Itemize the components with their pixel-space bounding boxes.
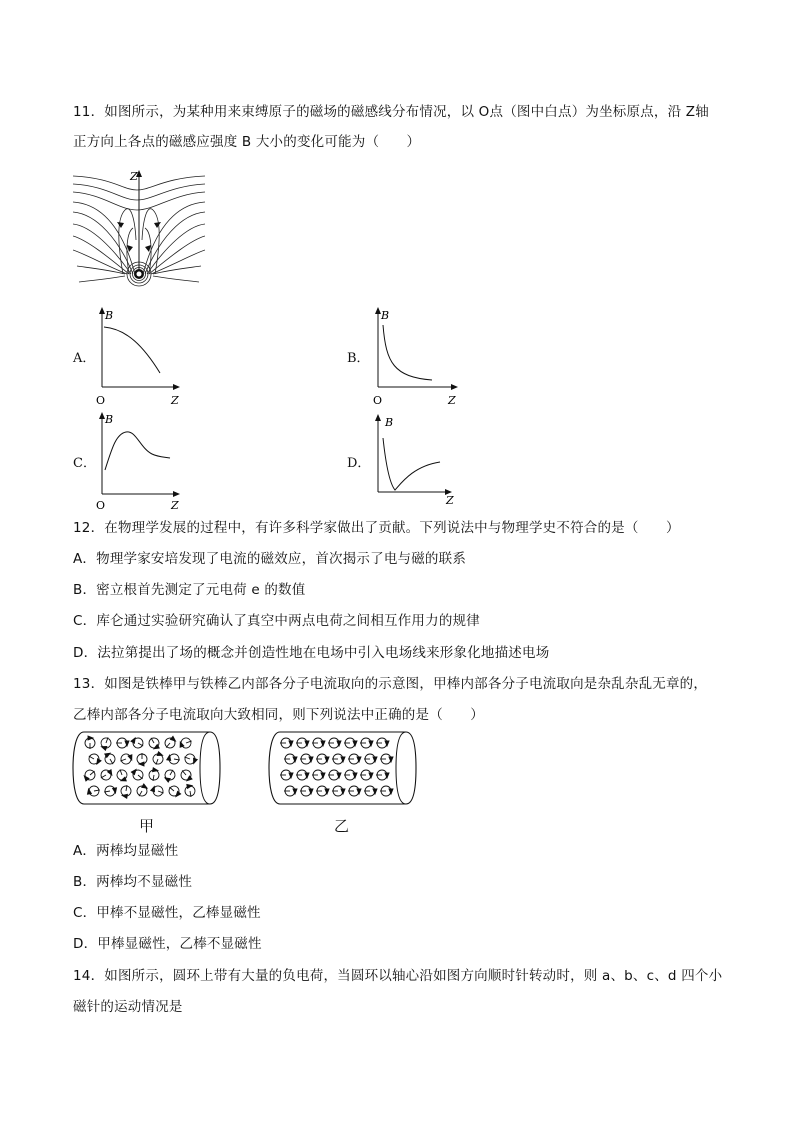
molecular-current-loop <box>328 738 341 748</box>
molecular-current-loop <box>102 750 117 766</box>
q12-stem: 12．在物理学发展的过程中，有许多科学家做出了贡献。下列说法中与物理学史不符合的是（ ） <box>73 520 680 536</box>
molecular-current-loop <box>184 783 196 798</box>
molecular-current-loop <box>328 770 341 780</box>
magnetic-field-figure <box>73 170 205 288</box>
molecular-current-loop <box>296 738 309 748</box>
molecular-current-loop <box>103 785 118 797</box>
molecular-current-loop <box>280 738 293 748</box>
molecular-current-loop <box>166 753 181 765</box>
molecular-current-loop <box>364 754 377 764</box>
molecular-current-loop <box>183 752 199 766</box>
q11-option-d-label: D． <box>347 456 371 471</box>
molecular-current-loop <box>312 738 325 748</box>
molecular-current-loop <box>151 751 165 767</box>
q11-option-a-graph <box>92 305 184 410</box>
molecular-current-loop <box>129 735 145 750</box>
molecular-current-loop <box>99 736 113 752</box>
molecular-current-loop <box>284 754 297 764</box>
molecular-current-loop <box>348 786 361 796</box>
molecular-current-loop <box>137 753 147 766</box>
molecular-current-loop <box>348 754 361 764</box>
rod-yi-figure <box>268 730 418 808</box>
molecular-current-loop <box>312 770 325 780</box>
molecular-current-loop <box>120 784 132 799</box>
molecular-current-loop <box>344 770 357 780</box>
rod-jia-label: 甲 <box>139 817 155 835</box>
q11-option-a-origin: O <box>96 394 106 407</box>
molecular-current-loop <box>376 738 389 748</box>
q13-option-b: B．两棒均不显磁性 <box>73 874 193 890</box>
q11-stem-line1: 11．如图所示，为某种用来束缚原子的磁场的磁感线分布情况，以 O点（图中白点）为坐标原点，沿 Z轴 <box>73 104 709 120</box>
q14-stem-line1: 14．如图所示，圆环上带有大量的负电荷，当圆环以轴心沿如图方向顺时针转动时，则 a、b、c、d 四个小 <box>73 968 723 984</box>
molecular-current-loop <box>316 786 329 796</box>
q11-option-d-y-label: B <box>385 416 394 429</box>
q11-option-c-origin: O <box>96 499 106 512</box>
q11-option-a-label: A． <box>73 351 96 366</box>
molecular-current-loop <box>86 785 101 797</box>
q11-option-c-graph <box>92 410 184 515</box>
molecular-current-loop <box>178 736 194 750</box>
q12-option-b: B．密立根首先测定了元电荷 e 的数值 <box>73 582 306 598</box>
molecular-current-loop <box>85 736 95 749</box>
q13-option-d: D．甲棒显磁性，乙棒不显磁性 <box>73 936 262 952</box>
molecular-current-loop <box>162 767 177 783</box>
molecular-current-loop <box>119 752 135 766</box>
molecular-current-loop <box>360 770 373 780</box>
q11-option-c-x-label: Z <box>171 499 179 512</box>
molecular-current-loop <box>360 738 373 748</box>
molecular-current-loop <box>115 768 129 784</box>
molecular-current-loop <box>296 770 309 780</box>
molecular-current-loop <box>129 767 145 783</box>
q11-option-b-x-label: Z <box>448 394 456 407</box>
q11-stem-line2: 正方向上各点的磁感应强度 B 大小的变化可能为（ ） <box>73 134 421 150</box>
q11-option-a-y-label: B <box>105 309 114 322</box>
q12-option-a: A．物理学家安培发现了电流的磁效应，首次揭示了电与磁的联系 <box>73 551 467 567</box>
q11-option-b-label: B． <box>347 351 370 366</box>
molecular-current-loop <box>148 767 160 782</box>
molecular-current-loop <box>344 738 357 748</box>
molecular-current-loop <box>147 735 162 751</box>
molecular-current-loop <box>332 754 345 764</box>
molecular-current-loop <box>86 752 102 767</box>
molecular-current-loop <box>116 738 129 748</box>
molecular-current-loop <box>300 754 313 764</box>
molecular-current-loop <box>98 767 114 782</box>
molecular-current-loop <box>280 770 293 780</box>
rod-yi-label: 乙 <box>334 817 350 835</box>
rod-jia-figure <box>72 730 222 808</box>
molecular-current-loop <box>300 786 313 796</box>
molecular-current-loop <box>364 786 377 796</box>
molecular-current-loop <box>81 767 97 783</box>
molecular-current-loop <box>316 754 329 764</box>
q11-option-d-x-label: Z <box>446 494 454 507</box>
q13-option-c: C．甲棒不显磁性，乙棒显磁性 <box>73 905 261 921</box>
q14-stem-line2: 磁针的运动情况是 <box>73 999 183 1015</box>
field-z-label: Z <box>130 170 138 183</box>
q11-option-c-label: C． <box>73 456 96 471</box>
q12-option-c: C．库仑通过实验研究确认了真空中两点电荷之间相互作用力的规律 <box>73 613 480 629</box>
molecular-current-loop <box>376 770 389 780</box>
molecular-current-loop <box>135 782 150 798</box>
q11-option-d-graph <box>368 410 463 510</box>
molecular-current-loop <box>380 786 393 796</box>
q13-stem-line1: 13．如图是铁棒甲与铁棒乙内部各分子电流取向的示意图，甲棒内部各分子电流取向是杂乱杂乱无章的， <box>73 676 708 692</box>
molecular-current-loop <box>166 783 182 799</box>
q11-option-b-origin: O <box>373 394 383 407</box>
molecular-current-loop <box>332 786 345 796</box>
q13-option-a: A．两棒均显磁性 <box>73 843 179 859</box>
q11-option-c-y-label: B <box>105 413 114 426</box>
q11-option-b-y-label: B <box>381 309 390 322</box>
molecular-current-loop <box>150 784 166 798</box>
q11-option-a-x-label: Z <box>171 394 179 407</box>
molecular-current-loop <box>284 786 297 796</box>
q11-option-b-graph <box>368 305 463 410</box>
q12-option-d: D．法拉第提出了场的概念并创造性地在电场中引入电场线来形象化地描述电场 <box>73 645 550 661</box>
molecular-current-loop <box>178 767 194 783</box>
q13-stem-line2: 乙棒内部各分子电流取向大致相同，则下列说法中正确的是（ ） <box>73 707 484 723</box>
molecular-current-loop <box>162 734 178 750</box>
molecular-current-loop <box>380 754 393 764</box>
